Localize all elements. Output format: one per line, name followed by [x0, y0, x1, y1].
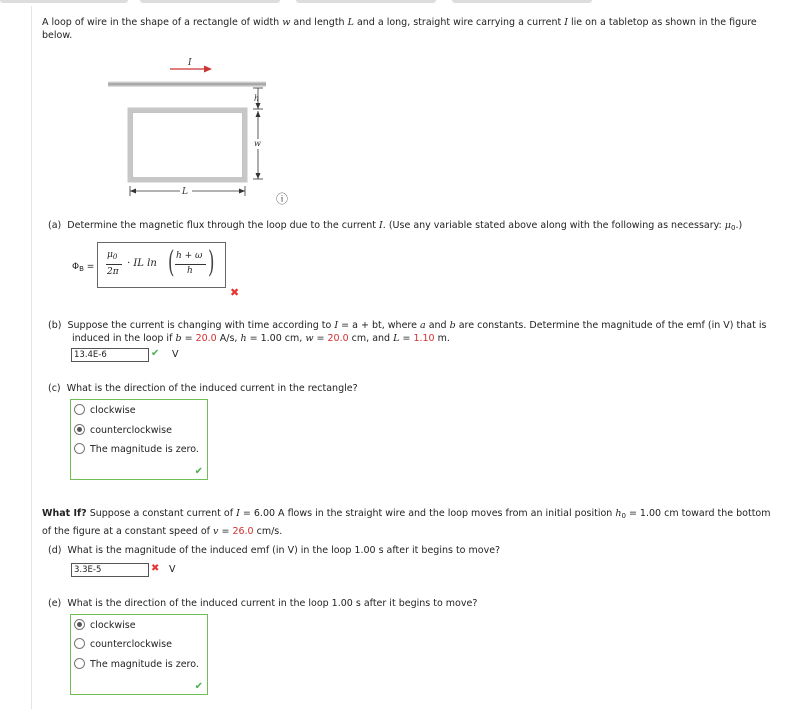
radio-button[interactable]: [74, 658, 85, 669]
option-counterclockwise[interactable]: counterclockwise: [74, 424, 172, 438]
paren-left: (: [168, 245, 175, 280]
L-arrow-head-left: [130, 189, 136, 194]
part-e-correct-icon: ✔: [194, 681, 203, 692]
question-text: and: [428, 320, 447, 331]
part-d-incorrect-icon: ✖: [151, 563, 160, 574]
w-arrow-head-top: [256, 111, 261, 117]
option-clockwise[interactable]: clockwise: [74, 619, 136, 633]
equals-sign: =: [86, 262, 95, 272]
var-I: I: [236, 508, 240, 519]
question-text: are constants. Determine the magnitude of the emf (in V) that is: [458, 320, 767, 331]
question-text: What is the magnitude of the induced emf (in V) in the loop 1.00 s after it begins to move?: [67, 545, 501, 556]
question-text: .): [735, 220, 743, 231]
w-arrow-head-bottom: [256, 173, 261, 179]
part-d-answer-input[interactable]: 3.3E-5: [71, 563, 149, 577]
inner-denominator: h: [187, 266, 193, 276]
var-a: a: [420, 320, 426, 331]
part-e-question: [48, 598, 477, 609]
var-I: I: [334, 320, 339, 331]
var-b: b: [175, 333, 182, 344]
radio-button[interactable]: [74, 638, 85, 649]
var-h0: h: [615, 508, 622, 519]
var-v: v: [213, 526, 219, 537]
part-b-unit: V: [172, 349, 179, 360]
phi-symbol: Φ: [72, 262, 80, 272]
tab-indicator: [0, 0, 128, 3]
part-b-line2: induced in the loop if b = 20.0 A/s, h = 1.00 cm, w = 20.0 cm, and L = 1.10 m.: [72, 333, 450, 344]
var-I: I: [564, 17, 568, 28]
part-d-question: [48, 545, 500, 556]
value-v: 26.0: [232, 526, 254, 537]
question-text: What is the direction of the induced current in the rectangle?: [66, 383, 358, 394]
question-text: = a + bt,: [341, 320, 385, 331]
part-c-label: (c): [48, 383, 61, 394]
what-if-line2: of the figure at a constant speed of v = 26.0 cm/s.: [42, 526, 283, 537]
what-if-line1: What If? Suppose a constant current of I = 6.00 A flows in the straight wire and the loop moves from an initial position $h_0 = 1.00$ cm toward the bottom: [42, 508, 771, 520]
option-clockwise[interactable]: clockwise: [74, 404, 136, 418]
formula-middle: · IL ln: [127, 258, 157, 269]
inner-numerator: h + ω: [176, 251, 203, 261]
intro-text: A loop of wire in the shape of a rectangle of width: [42, 17, 280, 28]
h-label: h: [254, 94, 260, 103]
top-tab-strip: [0, 0, 794, 6]
h-arrow-head: [256, 103, 261, 109]
part-e-options: [70, 614, 208, 695]
mu-subscript: 0: [730, 224, 736, 232]
phi-label: [72, 262, 94, 273]
part-b-label: (b): [48, 320, 62, 331]
what-if-text: [42, 506, 771, 539]
part-a-answer-field[interactable]: [97, 242, 226, 288]
tab-indicator: [296, 0, 436, 3]
question-text: (Use any variable stated above along with the following as necessary:: [388, 220, 722, 231]
value-w: 20.0: [327, 333, 349, 344]
radio-button-selected[interactable]: [74, 619, 85, 630]
part-b-line1: [48, 319, 766, 332]
current-label: I: [188, 58, 192, 68]
var-L: L: [393, 333, 400, 344]
option-zero[interactable]: The magnitude is zero.: [74, 443, 199, 457]
value-L: 1.10: [413, 333, 435, 344]
straight-wire: [108, 81, 266, 87]
wire-loop-figure: [100, 55, 300, 205]
frac-denominator: 2π: [107, 267, 119, 277]
part-b-question: [48, 319, 766, 345]
value-b: 20.0: [195, 333, 217, 344]
tab-indicator: [140, 0, 280, 3]
intro-text: lie on a tabletop as shown in the figure below.: [42, 17, 757, 41]
question-text: What is the direction of the induced current in the loop 1.00 s after it begins to move?: [67, 598, 478, 609]
var-w: w: [282, 17, 291, 28]
var-mu: μ: [724, 220, 731, 231]
radio-button[interactable]: [74, 443, 85, 454]
intro-text: and a long, straight wire carrying a current: [356, 17, 562, 28]
inner-frac-bar: [175, 264, 206, 265]
question-text: where: [387, 320, 417, 331]
current-arrow-head: [204, 66, 212, 73]
radio-button[interactable]: [74, 404, 85, 415]
var-L: L: [347, 17, 354, 28]
radio-button-selected[interactable]: [74, 424, 85, 435]
part-c-options: [70, 399, 208, 480]
L-arrow-head-right: [239, 189, 245, 194]
var-w: w: [305, 333, 314, 344]
problem-intro: [42, 16, 787, 42]
question-text: Determine the magnetic flux through the loop due to the current: [67, 220, 376, 231]
w-label: w: [254, 139, 261, 148]
frac-numerator: $\mu_0$: [107, 250, 118, 261]
part-c-correct-icon: ✔: [194, 466, 203, 477]
intro-text: and length: [293, 17, 345, 28]
option-zero[interactable]: The magnitude is zero.: [74, 658, 199, 672]
option-counterclockwise[interactable]: counterclockwise: [74, 638, 172, 652]
var-I: I.: [379, 220, 386, 231]
part-a-label: (a): [48, 220, 62, 231]
part-b-answer-input[interactable]: 13.4E-6: [71, 348, 149, 362]
part-d-unit: V: [169, 564, 176, 575]
var-h: h: [240, 333, 247, 344]
what-if-heading: What If?: [42, 508, 87, 519]
tab-indicator: [452, 0, 592, 3]
info-icon[interactable]: ⓘ: [276, 192, 289, 206]
left-rule: [31, 6, 32, 709]
var-b: b: [449, 320, 456, 331]
part-a-question: [48, 220, 742, 232]
paren-right: ): [208, 245, 215, 280]
question-text: Suppose the current is changing with time according to: [67, 320, 332, 331]
part-c-question: [48, 383, 358, 394]
L-label: L: [182, 187, 188, 197]
part-d-label: (d): [48, 545, 62, 556]
question-text: induced in the loop if: [72, 333, 173, 344]
wire-loop-inner: [133, 113, 243, 178]
phi-subscript: B: [79, 265, 84, 273]
part-e-label: (e): [48, 598, 62, 609]
frac-bar: [106, 264, 122, 265]
part-a-incorrect-icon: ✖: [230, 286, 240, 299]
part-b-correct-icon: ✔: [151, 348, 160, 359]
